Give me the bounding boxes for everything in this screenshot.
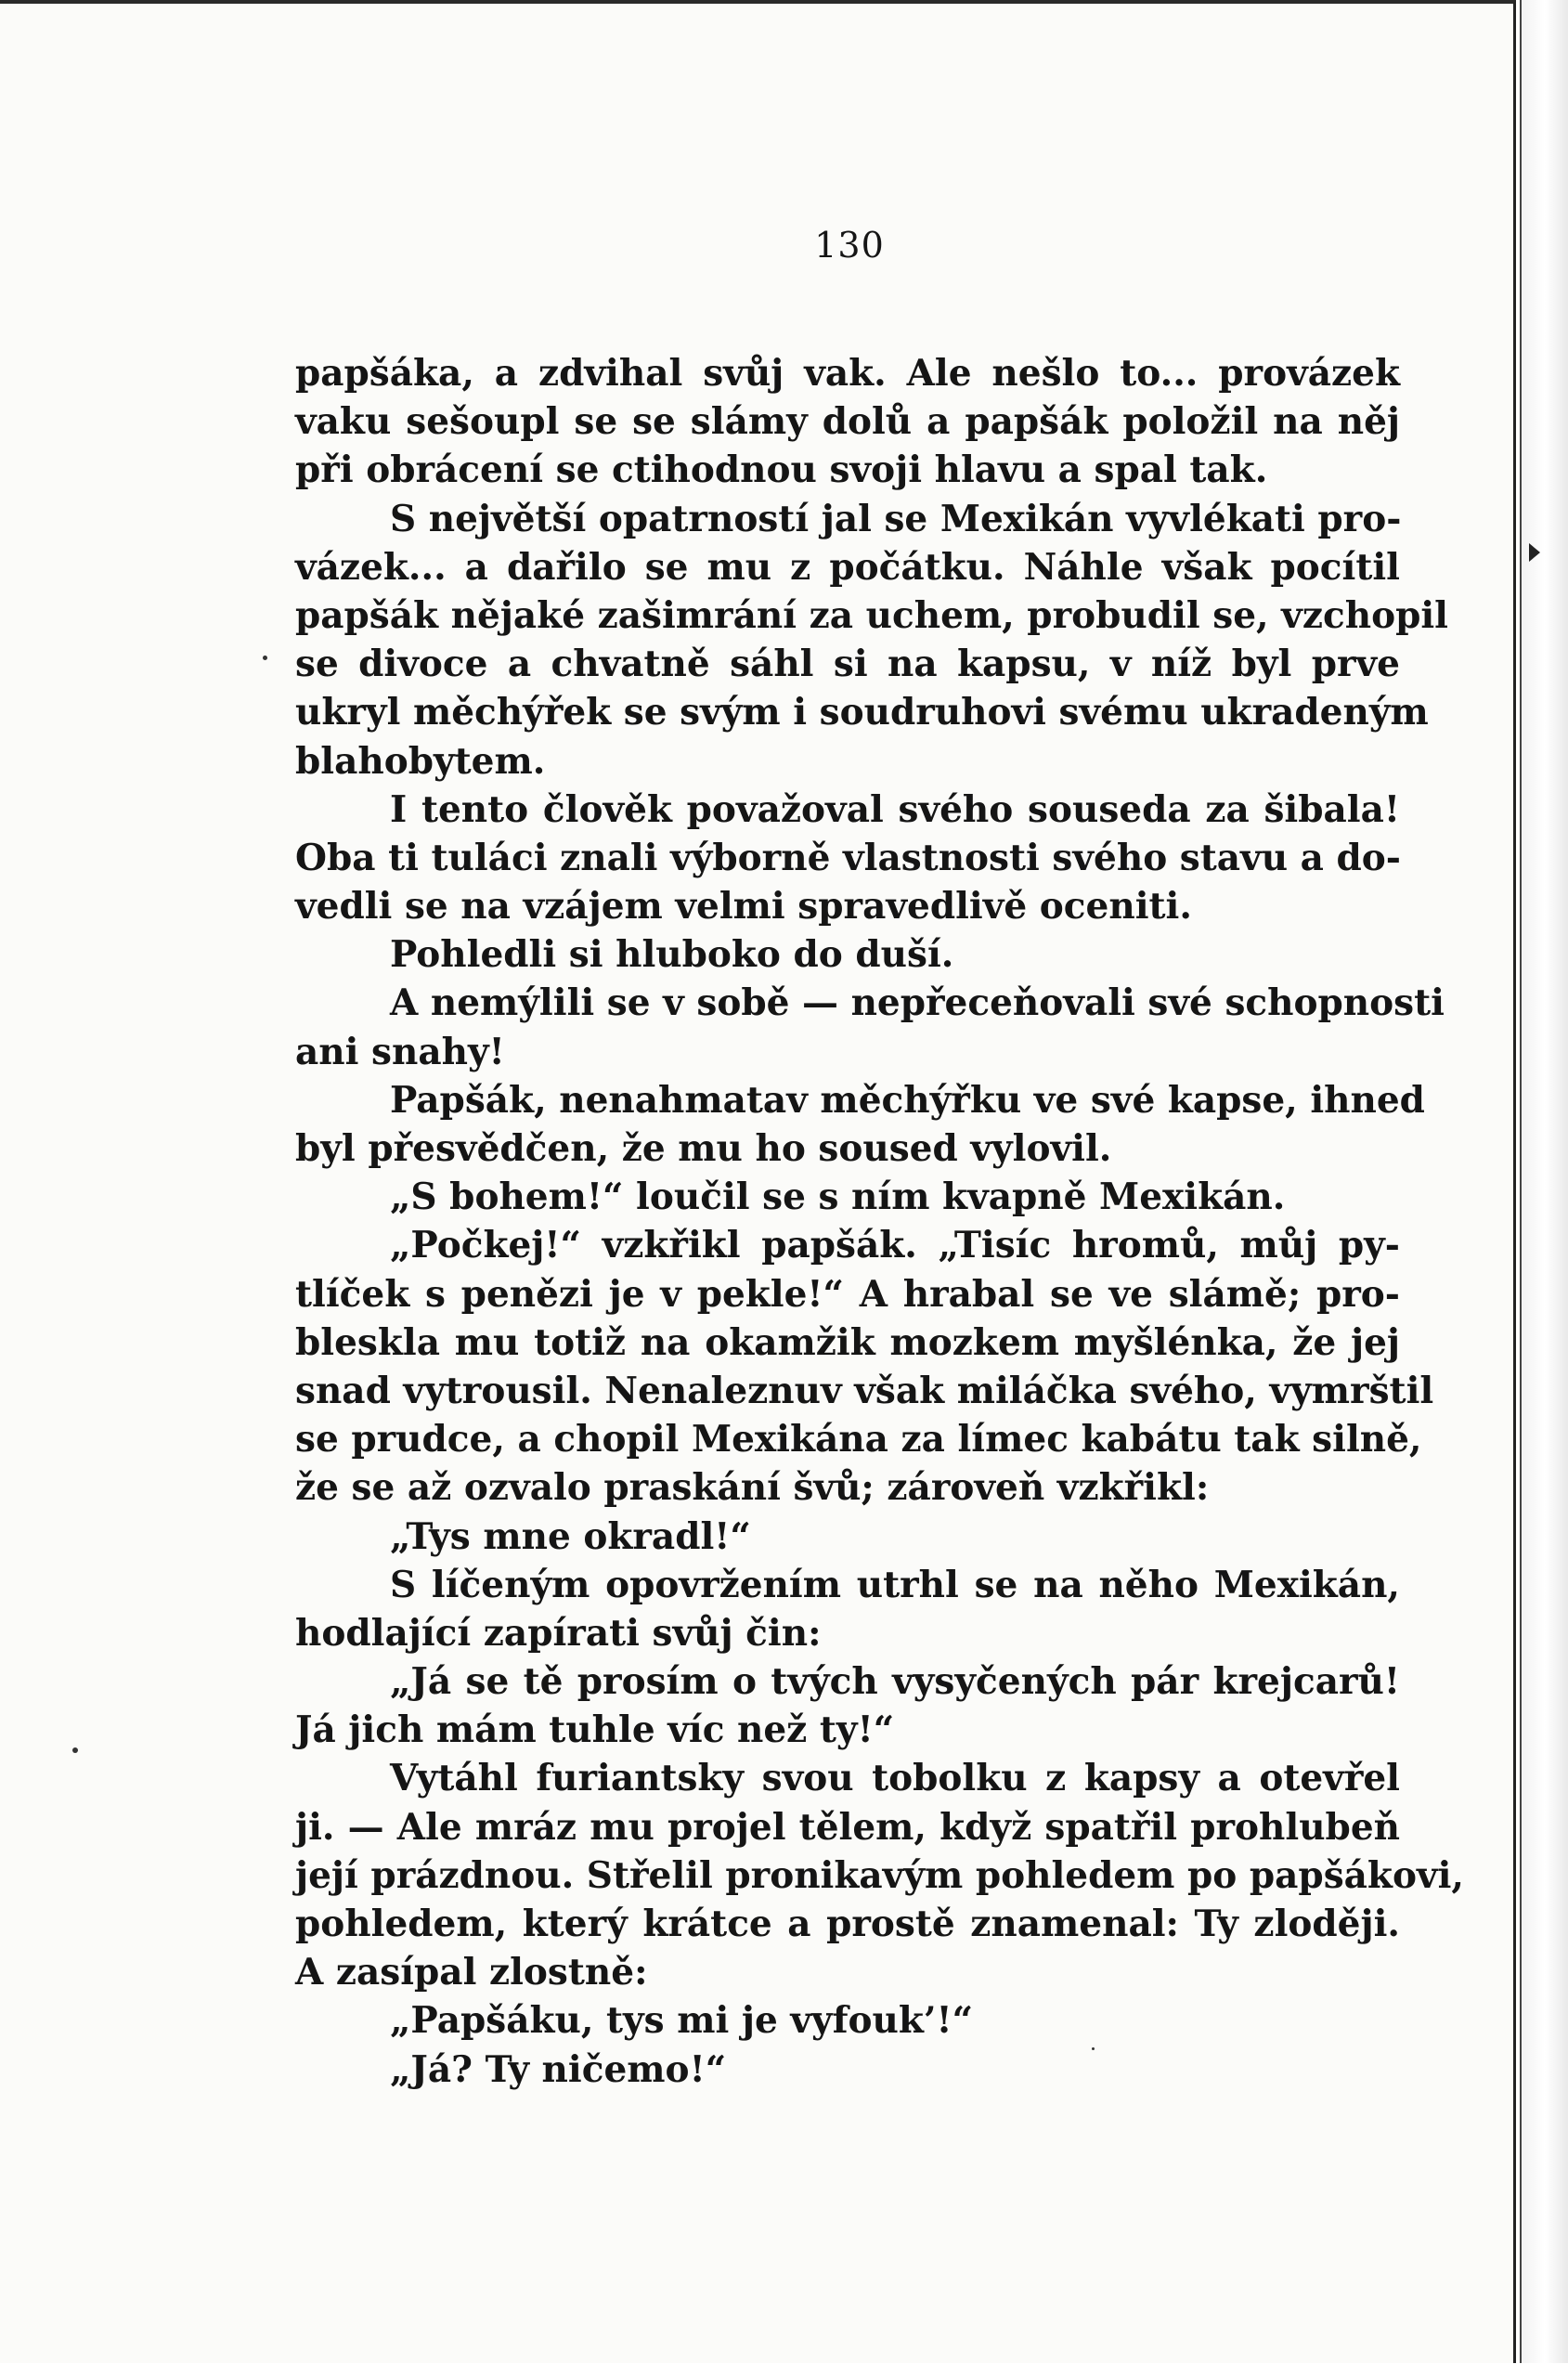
text-line: že se až ozvalo praskání švů; zároveň vzkřikl: [295,1466,1210,1510]
text-line: vedli se na vzájem velmi spravedlivě oceniti. [295,885,1192,929]
text-line: pohledem, který krátce a prostě znamenal: Ty zloději. [295,1903,1400,1945]
text-line: Vytáhl furiantsky svou tobolku z kapsy a otevřel [390,1757,1400,1800]
text-line: „Já se tě prosím o tvých vysyčených pár krejcarů! [390,1660,1400,1704]
page-number: 130 [814,225,885,266]
text-line: při obrácení se ctihodnou svoji hlavu a spal tak. [295,448,1268,492]
text-line: se divoce a chvatně sáhl si na kapsu, v níž byl prve [295,643,1400,686]
text-line: „Tys mne okradl!“ [390,1514,751,1558]
text-line: ukryl měchýřek se svým i soudruhovi svému ukradeným [295,691,1429,734]
edge-arrow-icon [1529,543,1540,562]
text-line: tlíček s penězi je v pekle!“ A hrabal se ve slámě; pro- [295,1272,1400,1316]
paper-speck [72,1747,78,1753]
text-line: I tento člověk považoval svého souseda za šibala! [390,787,1400,831]
text-line: Papšák, nenahmatav měchýřku ve své kapse, ihned [390,1078,1425,1122]
text-line: hodlající zapírati svůj čin: [295,1611,822,1655]
text-line: bleskla mu totiž na okamžik mozkem myšlénka, že jej [295,1320,1400,1364]
page-edge [1520,0,1568,2377]
text-line: ji. — Ale mráz mu projel tělem, když spatřil prohlubeň [295,1805,1400,1849]
text-line: její prázdnou. Střelil pronikavým pohledem po papšákovi, [295,1853,1465,1897]
text-line: ani snahy! [295,1030,505,1073]
text-line: Já jich mám tuhle víc než ty!“ [295,1708,895,1752]
body-text [295,349,1465,2094]
paper-speck [1092,2047,1095,2050]
text-line: papšáka, a zdvihal svůj vak. Ale nešlo to... provázek [295,352,1400,395]
text-line: vaku sešoupl se se slámy dolů a papšák položil na něj [295,400,1400,444]
text-line: A zasípal zlostně: [295,1951,648,1994]
bottom-margin [0,2363,1568,2377]
paper-speck [263,656,267,660]
text-line: vázek... a dařilo se mu z počátku. Náhle však pocítil [295,545,1400,589]
text-line: Pohledli si hluboko do duší. [390,933,954,977]
text-line: „Papšáku, tys mi je vyfouk’!“ [390,1999,973,2043]
text-line: Oba ti tuláci znali výborně vlastnosti svého stavu a do- [295,836,1401,879]
text-line: byl přesvědčen, že mu ho soused vylovil. [295,1127,1112,1170]
text-line: „Počkej!“ vzkřikl papšák. „Tisíc hromů, můj py- [390,1224,1400,1267]
text-line: blahobytem. [295,739,546,783]
text-line: se prudce, a chopil Mexikána za límec kabátu tak silně, [295,1418,1422,1461]
text-line: „S bohem!“ loučil se s ním kvapně Mexikán. [390,1176,1286,1219]
text-line: snad vytrousil. Nenaleznuv však miláčka svého, vymrštil [295,1369,1434,1412]
text-line: papšák nějaké zašimrání za uchem, probudil se, vzchopil [295,593,1448,637]
text-line: S největší opatrností jal se Mexikán vyvlékati pro- [390,497,1402,540]
text-line: „Já? Ty ničemo!“ [390,2047,727,2091]
text-line: S líčeným opovržením utrhl se na něho Mexikán, [390,1563,1400,1606]
text-line: A nemýlili se v sobě — nepřeceňovali své schopnosti [390,981,1445,1025]
